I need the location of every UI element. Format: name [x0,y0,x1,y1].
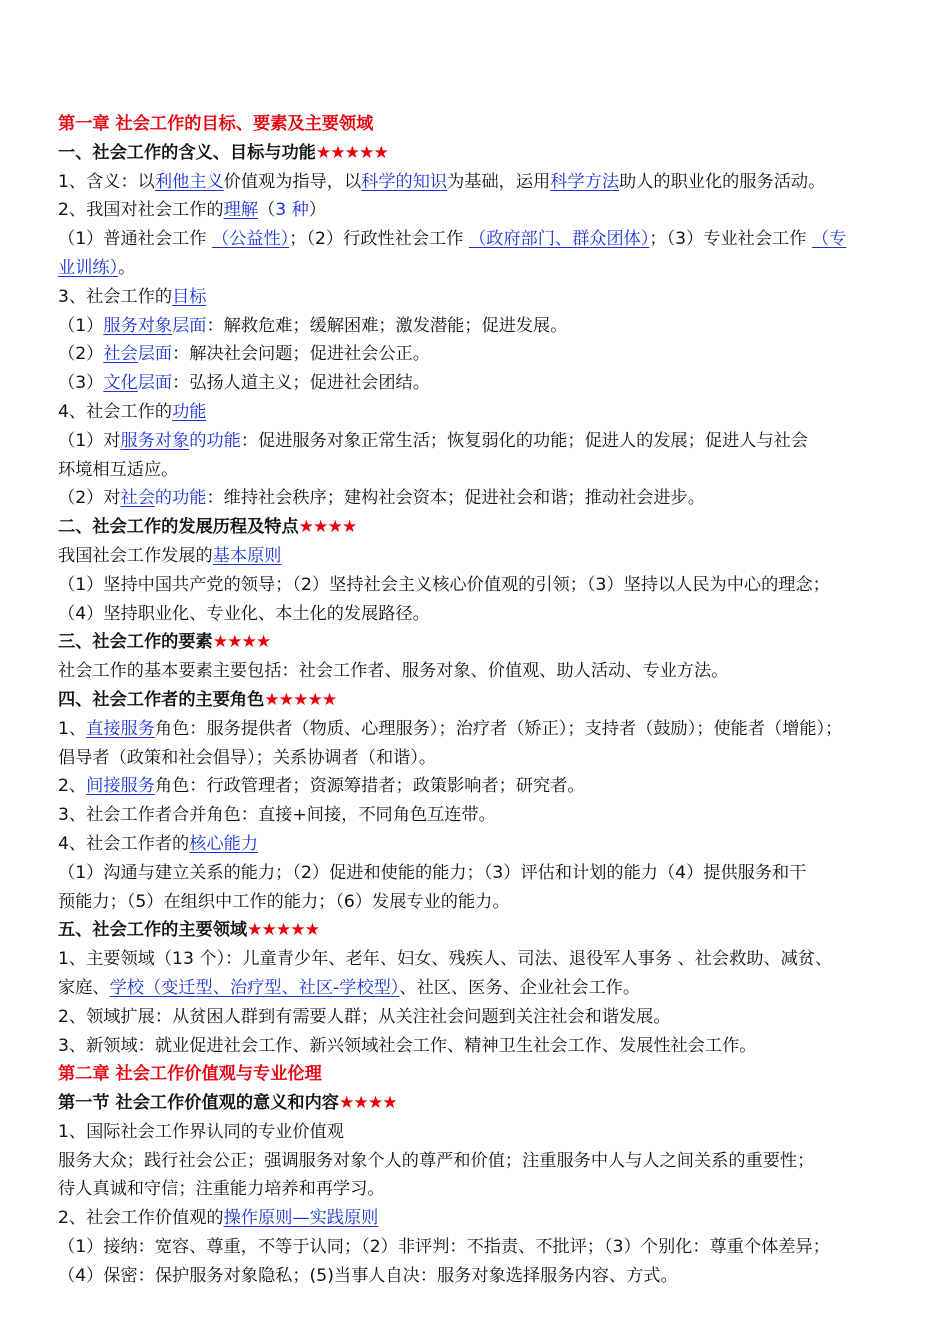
text-line [58,1204,894,1233]
link-text[interactable]: 理解 [223,200,259,221]
text-span: 社会工作的基本要素主要包括：社会工作者、服务对象、价值观、助人活动、专业方法。 [58,661,729,682]
text-line [58,283,894,312]
link-text[interactable]: 文化 [103,373,138,394]
highlight-text: 层面 [137,373,173,394]
text-line [58,1175,894,1204]
section-heading [58,139,894,168]
text-line [58,715,894,744]
text-span: ；（3）专业社会工作 [649,229,812,250]
text-span: （1）沟通与建立关系的能力；（2）促进和使能的能力；（3）评估和计划的能力（4）提供服务和干 [58,862,807,883]
text-span: 环境相互适应。 [58,459,179,480]
section-heading [58,686,894,715]
text-span: 、社区、医务、企业社会工作。 [399,977,641,998]
text-line [58,398,894,427]
rating-stars-icon: ★★★★ [212,632,271,653]
text-span: 服务大众；践行社会公正；强调服务对象个人的尊严和价值；注重服务中人与人之间关系的重要性； [58,1150,815,1171]
text-span: （1）对 [58,430,121,451]
text-line [58,168,894,197]
link-text[interactable]: 间接服务 [86,776,155,797]
text-line [58,456,894,485]
section-heading [58,628,894,657]
text-line [58,830,894,859]
text-span: 4、社会工作者的 [58,833,190,854]
text-span: 角色：行政管理者；资源筹措者；政策影响者；研究者。 [154,776,585,797]
highlight-text: 3 种 [275,200,309,221]
text-span: 第二章 社会工作价值观与专业伦理 [58,1064,322,1085]
text-span: 3、社会工作者合并角色：直接+间接，不同角色互连带。 [58,805,496,826]
text-span: 家庭、 [58,977,110,998]
text-line [58,225,894,254]
text-span: （2） [58,344,104,365]
text-span: 4、社会工作的 [58,401,173,422]
text-span: 3、社会工作的 [58,286,173,307]
rating-stars-icon: ★★★★ [298,517,357,538]
text-span: 五、社会工作的主要领域 [58,920,248,941]
text-line [58,859,894,888]
text-line [58,369,894,398]
link-text[interactable]: 直接服务 [86,718,155,739]
text-line [58,312,894,341]
text-span: 价值观为指导，以 [223,171,362,192]
link-text[interactable]: 服务对象 [103,315,173,336]
text-span: （1）坚持中国共产党的领导；（2）坚持社会主义核心价值观的引领；（3）坚持以人民为中心的理念； [58,574,830,595]
highlight-text: 的功能 [154,488,207,509]
text-span: （4）坚持职业化、专业化、本土化的发展路径。 [58,603,430,624]
link-text[interactable]: （公益性） [211,229,290,250]
text-span: （1） [58,315,104,336]
text-line [58,657,894,686]
link-text[interactable]: 利他主义 [154,171,224,192]
highlight-text: 层面 [137,344,173,365]
text-span: 1、 [58,718,87,739]
text-line [58,600,894,629]
text-span: 为基础，运用 [447,171,551,192]
text-span: 二、社会工作的发展历程及特点 [58,517,299,538]
rating-stars-icon: ★★★★★ [315,142,388,163]
rating-stars-icon: ★★★★★ [247,920,320,941]
text-span: ：维持社会秩序；建构社会资本；促进社会和谐；推动社会进步。 [206,488,705,509]
text-span: 角色：服务提供者（物质、心理服务）；治疗者（矫正）；支持者（鼓励）；使能者（增能）； [154,718,843,739]
link-text[interactable]: 学校（变迁型、治疗型、社区-学校型） [109,977,400,998]
text-span: 2、社会工作价值观的 [58,1208,224,1229]
text-span: ：弘扬人道主义；促进社会团结。 [172,373,430,394]
text-span: ：解决社会问题；促进社会公正。 [172,344,430,365]
text-line [58,484,894,513]
section-heading [58,513,894,542]
text-line [58,945,894,974]
text-line [58,888,894,917]
text-span: 预能力；（5）在组织中工作的能力；（6）发展专业的能力。 [58,891,510,912]
text-span: 2、我国对社会工作的 [58,200,224,221]
link-text[interactable]: 基本原则 [212,545,282,566]
text-span: 第一节 社会工作价值观的意义和内容 [58,1093,339,1114]
text-line [58,1003,894,1032]
document-body [58,110,894,1291]
text-line [58,974,894,1003]
text-span: （4）保密：保护服务对象隐私；(5)当事人自决：服务对象选择服务内容、方式。 [58,1265,678,1286]
text-span: 1、国际社会工作界认同的专业价值观 [58,1121,344,1142]
text-line [58,801,894,830]
text-span: 2、 [58,776,87,797]
rating-stars-icon: ★★★★★ [264,689,337,710]
text-span: 助人的职业化的服务活动。 [619,171,826,192]
text-line [58,744,894,773]
section-heading [58,1089,894,1118]
text-line [58,1118,894,1147]
text-span: 1、含义：以 [58,171,155,192]
link-text[interactable]: 目标 [172,286,207,307]
text-line [58,1147,894,1176]
text-line [58,772,894,801]
text-line [58,427,894,456]
text-span: 2、领域扩展：从贫困人群到有需要人群；从关注社会问题到关注社会和谐发展。 [58,1006,671,1027]
text-span: （2）对 [58,488,121,509]
link-text[interactable]: 科学方法 [550,171,620,192]
text-line [58,1233,894,1262]
text-span: 四、社会工作者的主要角色 [58,689,265,710]
link-text[interactable]: 功能 [172,401,207,422]
text-span: 一、社会工作的含义、目标与功能 [58,142,316,163]
text-line [58,571,894,600]
link-text[interactable]: 操作原则—实践原则 [223,1208,379,1229]
text-line [58,196,894,225]
text-span: 我国社会工作发展的 [58,545,213,566]
text-line [58,254,894,283]
text-span: ；（2）行政性社会工作 [289,229,469,250]
highlight-text: 层面 [172,315,207,336]
text-line [58,1262,894,1291]
link-text[interactable]: 核心能力 [189,833,259,854]
text-span: 第一章 社会工作的目标、要素及主要领域 [58,114,374,134]
text-span: （1）接纳：宽容、尊重，不等于认同；（2）非评判：不指责、不批评；（3）个别化：尊重个体差异； [58,1237,830,1258]
text-span: 倡导者（政策和社会倡导）；关系协调者（和谐）。 [58,747,437,768]
text-span: 三、社会工作的要素 [58,632,213,653]
link-text[interactable]: 业训练） [58,257,119,278]
link-text[interactable]: （政府部门、群众团体） [468,229,650,250]
chapter-title [58,110,894,139]
chapter-title [58,1060,894,1089]
link-text[interactable]: 服务对象 [120,430,190,451]
section-heading [58,916,894,945]
text-span: ：促进服务对象正常生活；恢复弱化的功能；促进人的发展；促进人与社会 [240,430,809,451]
text-span: 1、主要领域（13 个）：儿童青少年、老年、妇女、残疾人、司法、退役军人事务 、社会救助、减贫、 [58,949,833,970]
highlight-text: 的功能 [189,430,241,451]
link-text[interactable]: 社会 [103,344,138,365]
link-text[interactable]: 社会 [120,488,155,509]
text-span: 待人真诚和守信；注重能力培养和再学习。 [58,1179,385,1200]
link-text[interactable]: （专 [811,229,847,250]
text-span: （ [258,200,276,221]
text-span: 3、新领域：就业促进社会工作、新兴领域社会工作、精神卫生社会工作、发展性社会工作。 [58,1035,757,1056]
text-line [58,340,894,369]
text-span: （3） [58,373,104,394]
text-line [58,542,894,571]
text-span: ：解救危难；缓解困难；激发潜能；促进发展。 [206,315,568,336]
rating-stars-icon: ★★★★ [339,1093,397,1114]
text-span: 。 [118,257,136,278]
text-span: ） [308,200,327,221]
text-line [58,1032,894,1061]
text-span: （1）普通社会工作 [58,229,212,250]
link-text[interactable]: 科学的知识 [361,171,448,192]
